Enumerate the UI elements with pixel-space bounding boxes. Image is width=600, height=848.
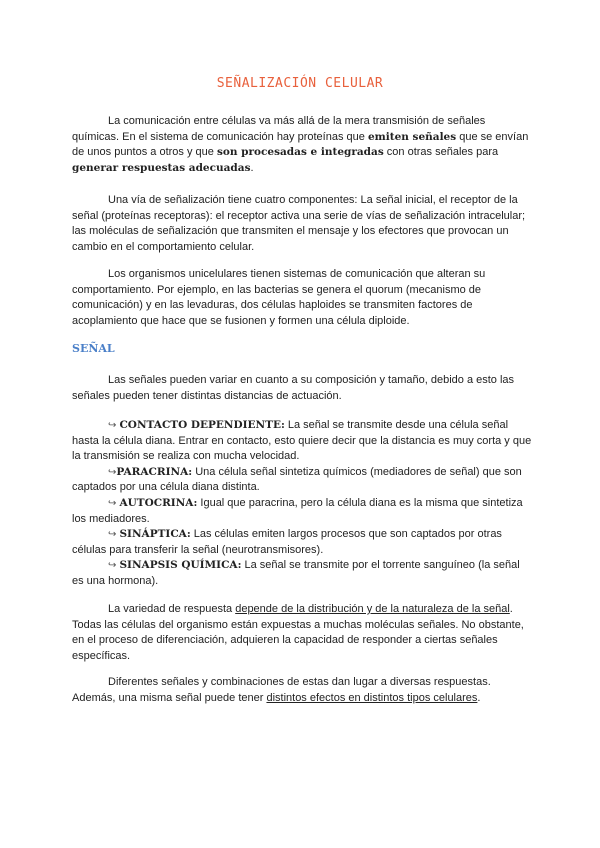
list-item	[72, 558, 532, 589]
arrow-icon: ↪	[108, 497, 117, 509]
signal-types-list	[72, 418, 532, 590]
item-text: Una célula señal sintetiza químicos (mediadores de señal) que son captados por una célula diana distinta.	[72, 465, 522, 494]
item-term: SINÁPTICA:	[119, 528, 191, 541]
section-heading-senal: SEÑAL	[72, 342, 115, 355]
intro-bold-2: son procesadas e integradas	[216, 146, 384, 159]
response-text-1: La variedad de respuesta	[108, 603, 236, 615]
list-item	[72, 418, 532, 465]
item-text: La señal se transmite desde una célula señal hasta la célula diana. Entrar en contacto, esto quiere decir que la distancia es muy corta y que la transmisión se realiza con mucha velocidad.	[72, 419, 532, 463]
item-text: La señal se transmite por el torrente sanguíneo (la señal es una hormona).	[72, 559, 520, 587]
intro-text-3: con otras señales para	[383, 146, 499, 159]
list-item	[72, 496, 532, 527]
signals-text: Las señales pueden variar en cuanto a su composición y tamaño, debido a esto las señales pueden tener distintas distancias de actuación.	[72, 374, 515, 402]
arrow-icon: ↪	[108, 466, 117, 478]
arrow-icon: ↪	[108, 529, 117, 541]
list-item	[72, 465, 532, 496]
combinations-text-1: Diferentes señales y combinaciones de estas dan lugar a diversas respuestas. Además, una misma señal puede tener	[72, 676, 491, 704]
unicellular-text: Los organismos unicelulares tienen sistemas de comunicación que alteran su comportamiento. Por ejemplo, en las bacterias se genera el quorum (mecanismo de comunicación) y en las levaduras, dos células haploides se transmiten factores de acoplamiento que hace que se fusionen y formen una célula diploide.	[72, 268, 486, 327]
intro-text-2: que se envían de unos puntos a otros y que	[72, 130, 529, 159]
item-term: CONTACTO DEPENDIENTE:	[119, 419, 285, 431]
paragraph-response	[72, 602, 532, 664]
paragraph-components	[72, 193, 532, 255]
paragraph-combinations	[72, 675, 532, 706]
arrow-icon: ↪	[108, 560, 117, 572]
intro-text-1: La comunicación entre células va más allá de la mera transmisión de señales químicas. En el sistema de comunicación hay proteínas que	[72, 115, 486, 143]
list-item	[72, 527, 532, 558]
page-title: SEÑALIZACIÓN CELULAR	[216, 76, 384, 91]
arrow-icon: ↪	[108, 420, 117, 431]
combinations-text-2: .	[477, 691, 481, 704]
intro-bold-3: generar respuestas adecuadas	[72, 161, 251, 174]
intro-text-4: .	[250, 161, 254, 174]
components-text: Una vía de señalización tiene cuatro componentes: La señal inicial, el receptor de la señal (proteínas receptoras): el receptor activa una serie de vías de señalización intracelular; las moléculas de señalización que transmiten el mensaje y los efectores que provocan un cambio en el comportamiento celular.	[72, 194, 526, 253]
item-text: Las células emiten largos procesos que son captados por otras células para transferir la señal (neurotransmisores).	[72, 528, 502, 556]
paragraph-intro	[72, 114, 532, 176]
response-underline: depende de la distribución y de la naturaleza de la señal	[235, 603, 510, 615]
response-text-2: . Todas las células del organismo están expuestas a muchas moléculas señales. No obstante, en el proceso de diferenciación, adquieren la capacidad de responder a ciertas señales específicas.	[72, 603, 524, 662]
combinations-underline: distintos efectos en distintos tipos celulares	[266, 691, 478, 704]
paragraph-unicellular	[72, 267, 532, 329]
item-term: SINAPSIS QUÍMICA:	[119, 559, 242, 572]
item-text: Igual que paracrina, pero la célula diana es la misma que sintetiza los mediadores.	[72, 496, 523, 525]
item-term: AUTOCRINA:	[119, 496, 198, 509]
item-term: PARACRINA:	[116, 465, 193, 478]
intro-bold-1: emiten señales	[367, 130, 457, 143]
paragraph-signals	[72, 373, 532, 404]
